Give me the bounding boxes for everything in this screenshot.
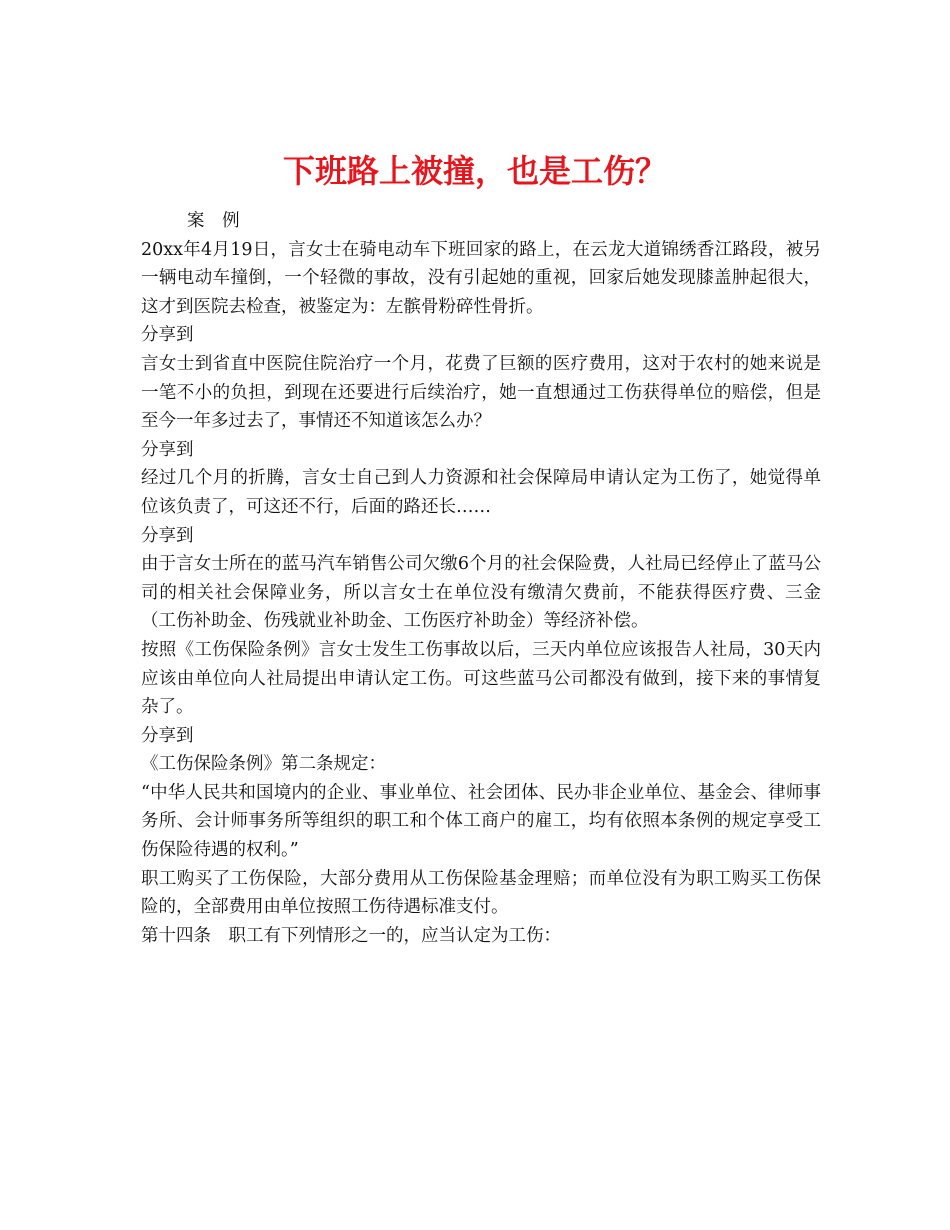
share-label: 分享到 bbox=[141, 725, 194, 746]
paragraph: 按照《工伤保险条例》言女士发生工伤事故以后，三天内单位应该报告人社局，30天内应该由单位向人社局提出申请认定工伤。可这些蓝马公司都没有做到，接下来的事情复杂了。 bbox=[141, 639, 821, 718]
section-label: 案 例 bbox=[187, 211, 246, 231]
paragraph: 第十四条 职工有下列情形之一的，应当认定为工伤： bbox=[141, 925, 561, 946]
share-label: 分享到 bbox=[141, 439, 194, 460]
paragraph: 经过几个月的折腾，言女士自己到人力资源和社会保障局申请认定为工伤了，她觉得单位该负责了，可这还不行，后面的路还长…… bbox=[141, 468, 821, 517]
paragraph: 20xx年4月19日，言女士在骑电动车下班回家的路上，在云龙大道锦绣香江路段，被另一辆电动车撞倒，一个轻微的事故，没有引起她的重视，回家后她发现膝盖肿起很大，这才到医院去检查，被鉴定为：左髌骨粉碎性骨折。 bbox=[141, 239, 821, 317]
share-label: 分享到 bbox=[141, 525, 194, 546]
quote-paragraph: “中华人民共和国境内的企业、事业单位、社会团体、民办非企业单位、基金会、律师事务所、会计师事务所等组织的职工和个体工商户的雇工，均有依照本条例的规定享受工伤保险待遇的权利。” bbox=[141, 782, 821, 861]
paragraph: 《工伤保险条例》第二条规定： bbox=[141, 754, 386, 775]
paragraph: 职工购买了工伤保险，大部分费用从工伤保险基金理赔；而单位没有为职工购买工伤保险的，全部费用由单位按照工伤待遇标准支付。 bbox=[141, 868, 821, 918]
document-title: 下班路上被撞，也是工伤？ bbox=[282, 152, 667, 191]
share-label: 分享到 bbox=[141, 325, 194, 346]
paragraph: 由于言女士所在的蓝马汽车销售公司欠缴6个月的社会保险费，人社局已经停止了蓝马公司的相关社会保障业务，所以言女士在单位没有缴清欠费前，不能获得医疗费、三金（工伤补助金、伤残就业补助金、工伤医疗补助金）等经济补偿。 bbox=[141, 554, 821, 632]
paragraph: 言女士到省直中医院住院治疗一个月，花费了巨额的医疗费用，这对于农村的她来说是一笔不小的负担，到现在还要进行后续治疗，她一直想通过工伤获得单位的赔偿，但是至今一年多过去了，事情还不知道该怎么办？ bbox=[141, 353, 821, 432]
document-body bbox=[141, 207, 821, 950]
